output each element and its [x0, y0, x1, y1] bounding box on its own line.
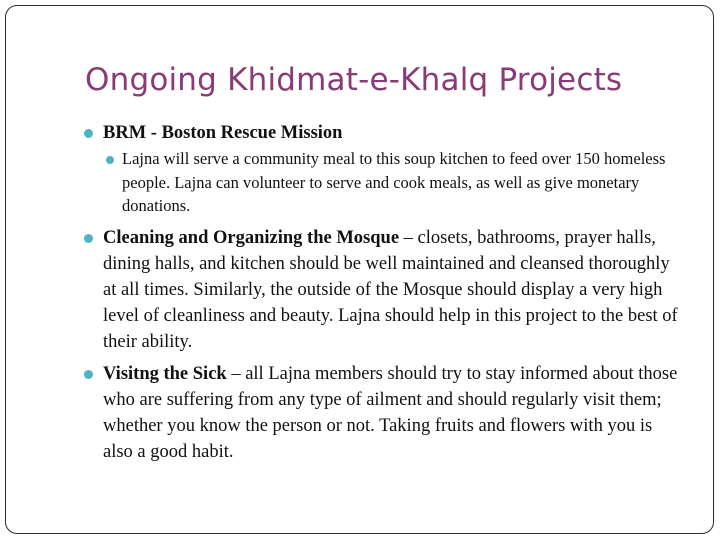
bullet-body: all Lajna members should try to stay informed about those who are suffering from any type of ailment and should regularly visit them; whether you know the person or not. Taking fruits and flowers with you is also a good habit. [103, 364, 678, 462]
slide-title: Ongoing Khidmat-e-Khalq Projects [85, 62, 623, 98]
bullet-heading: Visitng the Sick [103, 364, 227, 384]
bullet-icon [84, 129, 93, 138]
sub-bullet-item: Lajna will serve a community meal to this soup kitchen to feed over 150 homeless people. Lajna can volunteer to serve and cook meals, as well as give monetary donations. [122, 149, 666, 215]
bullet-icon [84, 370, 93, 379]
slide-frame [5, 5, 714, 534]
bullet-body: closets, bathrooms, prayer halls, dining halls, and kitchen should be well maintained and cleansed thoroughly at all times. Similarly, the outside of the Mosque should display a very high level of cleanliness and beauty. Lajna should help in this project to the best of their ability. [103, 228, 678, 352]
bullet-item [103, 225, 683, 355]
bullet-heading: BRM - Boston Rescue Mission [103, 123, 343, 143]
bullet-item [103, 361, 678, 465]
bullet-item [103, 120, 673, 146]
bullet-icon [84, 234, 93, 243]
bullet-separator: – [226, 364, 246, 384]
bullet-separator: – [399, 228, 418, 248]
bullet-heading: Cleaning and Organizing the Mosque [103, 228, 400, 248]
sub-bullet-icon [106, 156, 114, 164]
